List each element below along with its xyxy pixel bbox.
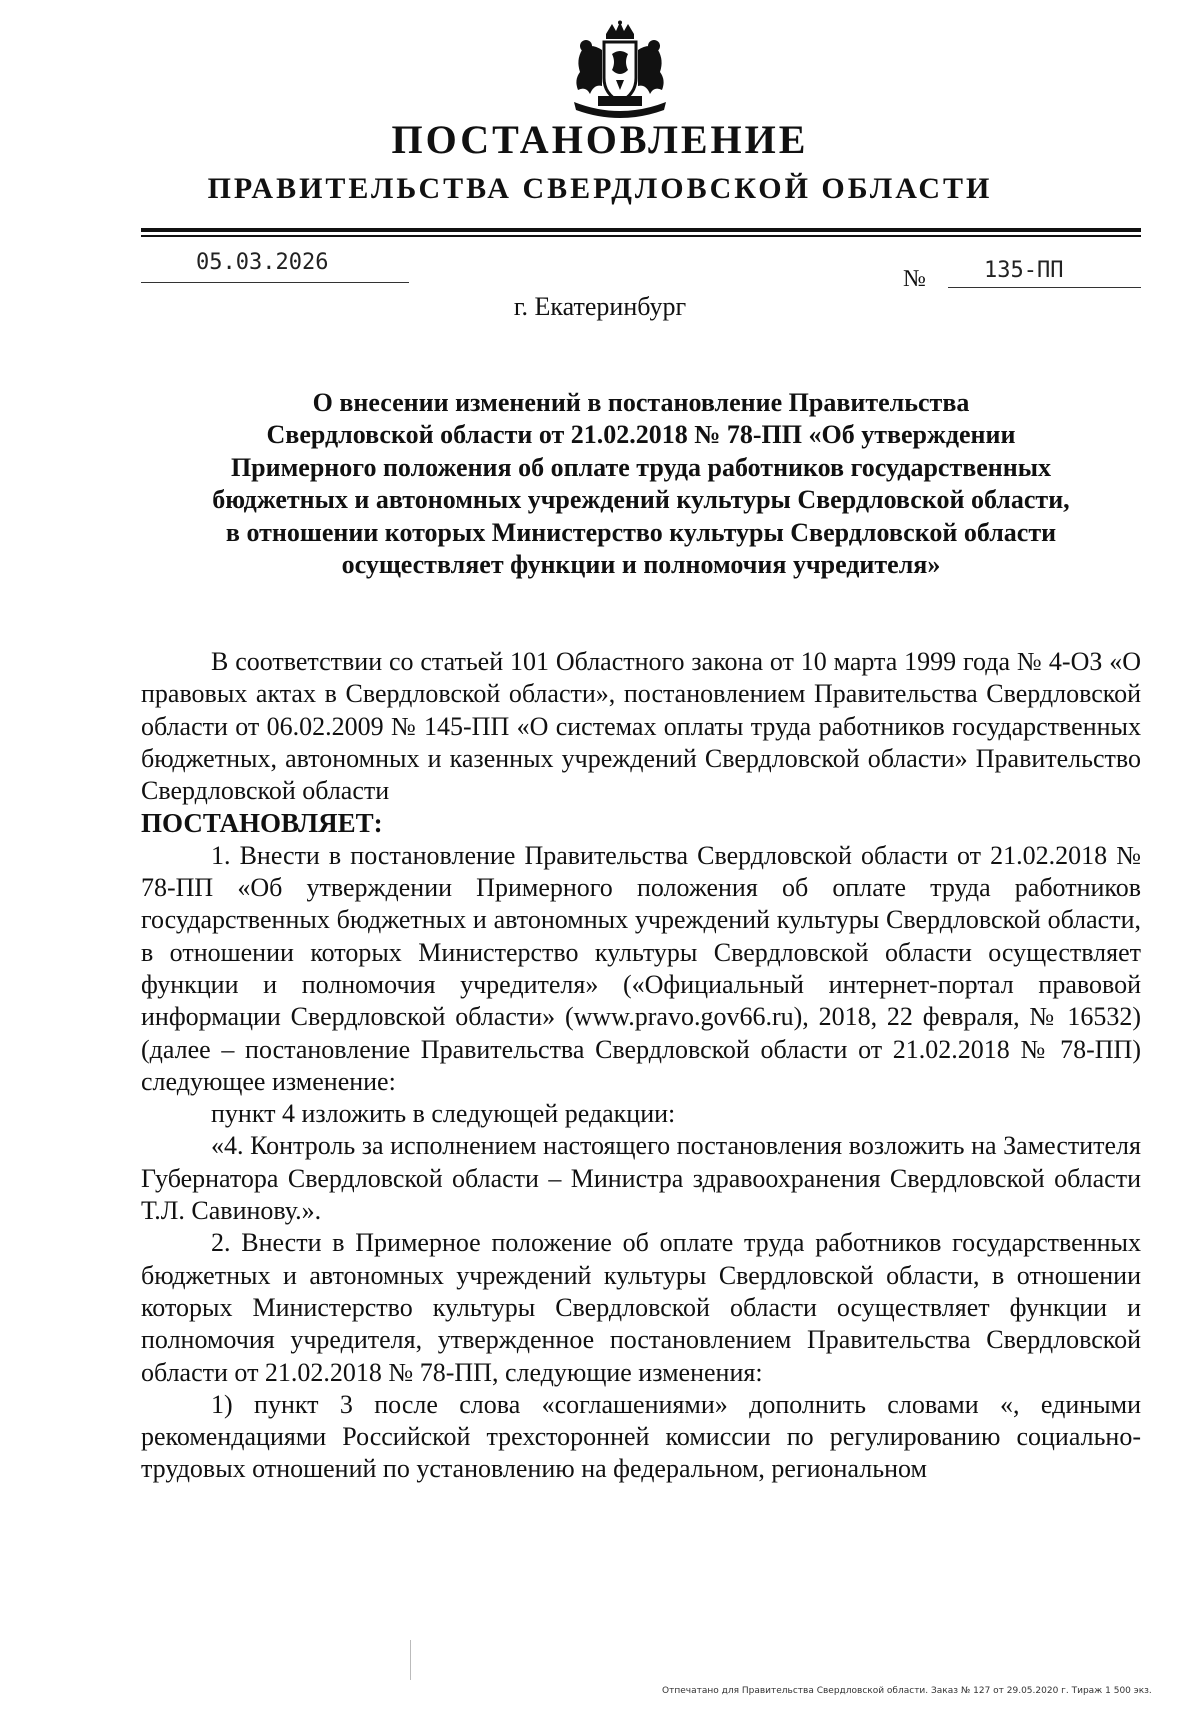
print-footer-note: Отпечатано для Правительства Свердловской области. Заказ № 127 от 29.05.2020 г. Тираж 1 500 экз.: [662, 1686, 1152, 1696]
item-2-paragraph: 2. Внести в Примерное положение об оплате труда работников государственных бюджетных и автономных учреждений культуры Свердловской области, в отношении которых Министерство культуры Свердловской области осуществляет функции и полномочия учредителя, утвержденное постановлением Правительства Свердловской области от 21.02.2018 № 78-ПП, следующие изменения:: [141, 1228, 1141, 1387]
issuer-title: ПРАВИТЕЛЬСТВА СВЕРДЛОВСКОЙ ОБЛАСТИ: [207, 172, 993, 205]
item-1-paragraph: 1. Внести в постановление Правительства Свердловской области от 21.02.2018 № 78-ПП «Об утверждении Примерного положения об оплате труда работников государственных бюджетных и автономных учреждений культуры Свердловской области, в отношении которых Министерство культуры Свердловской области осуществляет функции и полномочия учредителя» («Официальный интернет-портал правовой информации Свердловской области» (www.pravo.gov66.ru), 2018, 22 февраля, № 16532) (далее – постановление Правительства Свердловской области от 21.02.2018 № 78-ПП) следующее изменение:: [141, 840, 1141, 1096]
subject-line: осуществляет функции и полномочия учредителя»: [341, 550, 941, 580]
date-underline: [141, 282, 409, 283]
issue-city: г. Екатеринбург: [513, 292, 687, 321]
document-number: 135-ПП: [984, 258, 1064, 283]
document-subject: [141, 387, 1141, 581]
subject-line: в отношении которых Министерство культуры Свердловской области: [225, 517, 1057, 547]
subject-line: Свердловской области от 21.02.2018 № 78-ПП «Об утверждении: [266, 420, 1016, 450]
preamble-paragraph: В соответствии со статьей 101 Областного закона от 10 марта 1999 года № 4-ОЗ «О правовых актах в Свердловской области», постановлением Правительства Свердловской области от 06.02.2009 № 145-ПП «О системах оплаты труда работников государственных бюджетных, автономных и казенных учреждений Свердловской области» Правительство Свердловской области: [141, 647, 1141, 806]
item-1-quote-paragraph: «4. Контроль за исполнением настоящего постановления возложить на Заместителя Губернатора Свердловской области – Министра здравоохранения Свердловской области Т.Л. Савинову.».: [141, 1131, 1141, 1226]
document-date: 05.03.2026: [196, 250, 329, 275]
scan-fold-mark: [410, 1640, 411, 1680]
coat-of-arms-emblem: [560, 20, 680, 124]
subject-line: бюджетных и автономных учреждений культуры Свердловской области,: [212, 485, 1070, 515]
subject-line: Примерного положения об оплате труда работников государственных: [230, 452, 1052, 482]
decree-keyword: ПОСТАНОВЛЯЕТ:: [141, 808, 383, 839]
item-1-subparagraph: пункт 4 изложить в следующей редакции:: [211, 1099, 676, 1129]
document-body: [141, 646, 1141, 1486]
document-type-title: ПОСТАНОВЛЕНИЕ: [391, 117, 809, 162]
number-underline: [948, 287, 1141, 288]
header-divider-thick: [141, 228, 1141, 232]
number-sign: №: [903, 266, 926, 292]
subject-line: О внесении изменений в постановление Правительства: [312, 388, 970, 417]
header-divider-thin: [141, 235, 1141, 237]
item-2-subparagraph-1: 1) пункт 3 после слова «соглашениями» дополнить словами «, едиными рекомендациями Российской трехсторонней комиссии по регулированию социально-трудовых отношений по установлению на федеральном, региональном: [141, 1389, 1141, 1484]
